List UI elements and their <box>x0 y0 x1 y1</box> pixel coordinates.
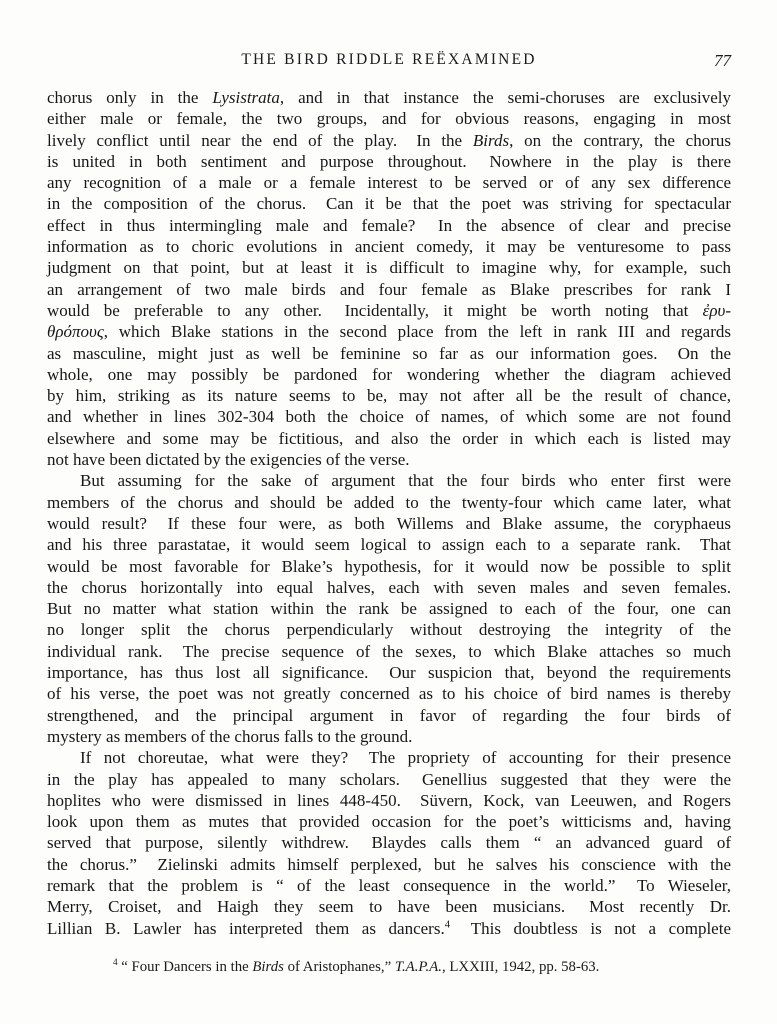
text-line <box>47 492 731 513</box>
text-line <box>47 747 731 768</box>
text-line <box>47 385 731 406</box>
text-run: the chorus horizontally into equal halves, each with seven males and seven females. <box>47 577 731 597</box>
text-line <box>47 641 731 662</box>
text-run: But assuming for the sake of argument that the four birds who enter first were <box>80 471 731 491</box>
text-run: information as to choric evolutions in ancient comedy, it may be venturesome to pass <box>47 237 731 257</box>
text-run: Lysistrata <box>212 88 280 107</box>
text-run: hoplites who were dismissed in lines 448-450. Süvern, Kock, van Leeuwen, and Rogers <box>47 790 731 810</box>
text-run: by him, striking as its nature seems to be, may not after all be the result of chance, <box>47 386 731 406</box>
text-line <box>47 832 731 853</box>
text-line <box>47 556 731 577</box>
text-line <box>47 300 731 321</box>
text-run: remark that the problem is “ of the least consequence in the world.” To Wieseler, <box>47 875 731 895</box>
text-line <box>47 854 731 875</box>
text-run: Merry, Croiset, and Haigh they seem to have been musicians. Most recently Dr. <box>47 897 731 917</box>
text-run: judgment on that point, but at least it is difficult to imagine why, for example, such <box>47 258 731 278</box>
text-run: no longer split the chorus perpendicularly without destroying the integrity of the <box>47 620 731 640</box>
text-line <box>47 130 731 151</box>
text-run: , and in that instance the semi-choruses are exclusively <box>279 88 731 107</box>
text-line <box>47 662 731 683</box>
text-run: any recognition of a male or a female interest to be served or of any sex difference <box>47 173 731 193</box>
text-run: mystery as members of the chorus falls to the ground. <box>47 726 413 746</box>
text-run: and his three parastatae, it would seem logical to assign each to a separate rank. That <box>47 535 731 555</box>
text-run: of his verse, the poet was not greatly concerned as to his choice of bird names is thereby <box>47 684 731 704</box>
text-run: and whether in lines 302-304 both the choice of names, of which some are not found <box>47 407 731 427</box>
text-run: look upon them as mutes that provided occasion for the poet’s witticisms and, having <box>47 812 731 832</box>
running-head-title: THE BIRD RIDDLE REËXAMINED <box>241 51 537 68</box>
text-run: either male or female, the two groups, and for obvious reasons, engaging in most <box>47 109 731 129</box>
text-run: Lillian B. Lawler has interpreted them as dancers. <box>47 918 445 938</box>
text-run: 4 <box>113 957 118 968</box>
text-run: chorus only in the <box>47 88 213 107</box>
text-line <box>47 215 731 236</box>
page-number: 77 <box>714 51 731 70</box>
text-line <box>47 449 731 470</box>
footnote <box>47 958 731 977</box>
text-line <box>47 790 731 811</box>
text-line <box>47 87 731 108</box>
text-line <box>47 598 731 619</box>
text-line <box>47 918 731 939</box>
text-run: members of the chorus and should be added to the twenty-four which came later, what <box>47 492 731 512</box>
text-block <box>47 87 731 939</box>
text-run: θρόπους <box>47 322 104 342</box>
text-line <box>47 172 731 193</box>
text-run: But no matter what station within the rank be assigned to each of the four, one can <box>47 599 731 619</box>
text-run: Birds <box>252 959 284 975</box>
text-run: 4 <box>444 918 450 930</box>
text-run: as masculine, might just as well be feminine so far as our information goes. On the <box>47 343 731 363</box>
text-line <box>47 470 731 491</box>
text-run: effect in thus intermingling male and female? In the absence of clear and precise <box>47 215 731 235</box>
text-line <box>47 769 731 790</box>
text-line <box>47 619 731 640</box>
text-run: individual rank. The precise sequence of the sexes, to which Blake attaches so much <box>47 641 731 661</box>
text-line <box>47 151 731 172</box>
text-line <box>47 428 731 449</box>
text-line <box>47 577 731 598</box>
text-line <box>47 257 731 278</box>
paragraph <box>47 470 731 747</box>
text-line <box>47 896 731 917</box>
text-line <box>47 108 731 129</box>
text-run: elsewhere and some may be fictitious, and also the order in which each is listed may <box>47 428 731 448</box>
text-run: ἐρυ- <box>702 300 731 320</box>
text-run: , on the contrary, the chorus <box>509 130 731 150</box>
running-head <box>47 51 731 73</box>
text-run: If not choreutae, what were they? The propriety of accounting for their presence <box>80 748 731 768</box>
paragraph <box>47 747 731 939</box>
text-run: the chorus.” Zielinski admits himself perplexed, but he salves his conscience with the <box>47 854 731 874</box>
text-run: This doubtless is not a complete <box>449 918 731 938</box>
text-line <box>47 875 731 896</box>
text-run: whole, one may possibly be pardoned for wondering whether the diagram achieved <box>47 364 731 384</box>
text-run: an arrangement of two male birds and four female as Blake prescribes for rank I <box>47 279 731 299</box>
text-run: in the play has appealed to many scholars. Genellius suggested that they were the <box>47 769 731 789</box>
text-line <box>47 534 731 555</box>
text-run: is united in both sentiment and purpose throughout. Nowhere in the play is there <box>47 151 731 171</box>
text-run: Birds <box>472 130 510 150</box>
text-line <box>47 705 731 726</box>
text-run: , LXXIII, 1942, pp. 58-63. <box>441 959 600 975</box>
text-run: would result? If these four were, as both Willems and Blake assume, the coryphaeus <box>47 513 731 533</box>
text-line <box>47 364 731 385</box>
text-line <box>47 811 731 832</box>
text-run: T.A.P.A. <box>394 959 442 975</box>
text-line <box>47 726 731 747</box>
text-line <box>47 321 731 342</box>
text-line <box>47 279 731 300</box>
text-run: strengthened, and the principal argument in favor of regarding the four birds of <box>47 705 731 725</box>
text-run: of Aristophanes,” <box>283 959 395 975</box>
text-line <box>47 683 731 704</box>
text-run: , which Blake stations in the second place from the left in rank III and regards <box>103 322 731 342</box>
text-run: not have been dictated by the exigencies of the verse. <box>47 450 410 470</box>
text-run: in the composition of the chorus. Can it be that the poet was striving for spectacular <box>47 194 731 214</box>
text-run: served that purpose, silently withdrew. Blaydes calls them “ an advanced guard of <box>47 833 731 853</box>
text-run: would be most favorable for Blake’s hypothesis, for it would now be possible to split <box>47 556 731 576</box>
text-line <box>47 236 731 257</box>
text-line <box>47 193 731 214</box>
paragraph <box>47 87 731 470</box>
text-run: lively conflict until near the end of the play. In the <box>47 130 473 150</box>
text-run: importance, has thus lost all significance. Our suspicion that, beyond the requirements <box>47 663 731 683</box>
text-run: would be preferable to any other. Incidentally, it might be worth noting that <box>47 300 703 320</box>
text-line <box>47 343 731 364</box>
text-run: “ Four Dancers in the <box>117 959 253 975</box>
text-line <box>47 406 731 427</box>
text-line <box>47 513 731 534</box>
